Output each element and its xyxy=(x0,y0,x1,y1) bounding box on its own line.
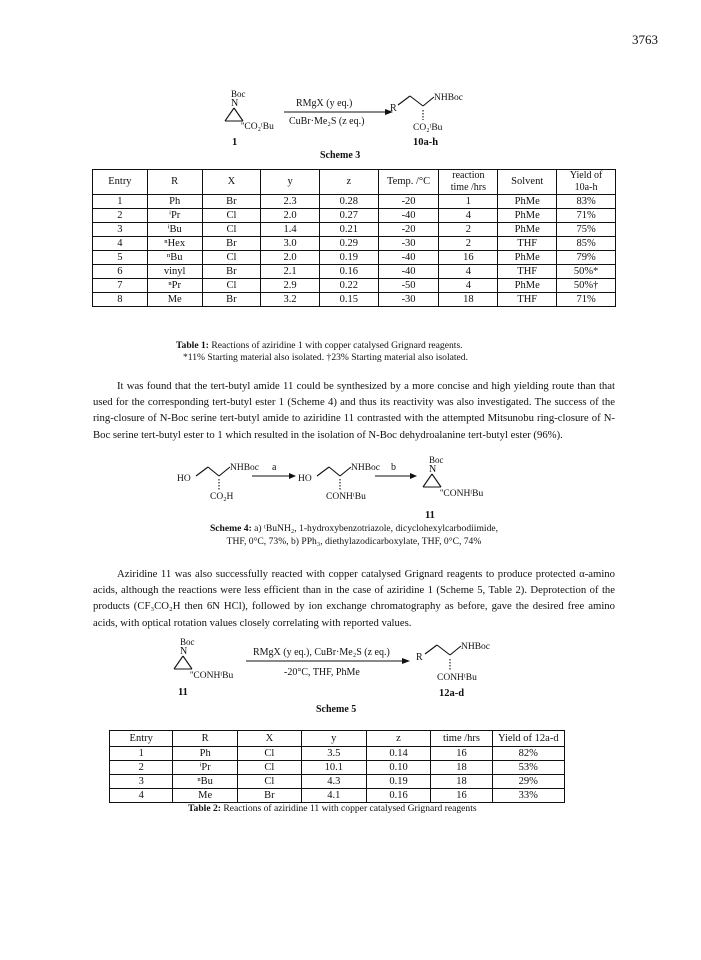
col-x: X xyxy=(202,170,261,195)
cell: -30 xyxy=(378,293,439,307)
cell: 2 xyxy=(439,237,498,251)
acid-label: CO₂H xyxy=(210,492,234,502)
amide-label: CONHᵗBu xyxy=(326,492,366,502)
cell: PhMe xyxy=(498,251,557,265)
cell: 50%* xyxy=(557,265,616,279)
cell: -20 xyxy=(378,195,439,209)
scheme-4-caption-label: Scheme 4: xyxy=(209,523,252,534)
cell: 0.29 xyxy=(319,237,378,251)
cell: 18 xyxy=(431,775,492,789)
cell: Br xyxy=(202,237,261,251)
col-r: R xyxy=(147,170,202,195)
cell: 85% xyxy=(557,237,616,251)
table-2-caption xyxy=(188,803,608,815)
col-entry: Entry xyxy=(110,731,173,747)
product-label: 12a-d xyxy=(439,688,465,699)
col-time: time /hrs xyxy=(431,731,492,747)
cell: ⁱBu xyxy=(147,223,202,237)
aziridine-ring xyxy=(174,656,192,669)
cell: 0.28 xyxy=(319,195,378,209)
table-2-caption-label: Table 2: xyxy=(188,803,221,814)
table-row xyxy=(110,775,565,789)
cell: Cl xyxy=(202,223,261,237)
cell: Ph xyxy=(173,747,237,761)
cell: 16 xyxy=(431,747,492,761)
table-header-row xyxy=(110,731,565,747)
cell: 18 xyxy=(439,293,498,307)
cell: THF xyxy=(498,237,557,251)
nhboc-label: NHBoc xyxy=(230,463,260,473)
r-group: R xyxy=(416,652,423,663)
cell: 71% xyxy=(557,209,616,223)
cell: 18 xyxy=(431,761,492,775)
cell: -40 xyxy=(378,209,439,223)
cell: -40 xyxy=(378,265,439,279)
cell: Cl xyxy=(202,279,261,293)
cell: 2.1 xyxy=(261,265,320,279)
scheme-4-caption-text1: a) ᵗBuNH₂, 1-hydroxybenzotriazole, dicyclohexylcarbodiimide, xyxy=(251,523,499,534)
amide-label: ''CONHᵗBu xyxy=(190,671,234,681)
cell: 4.3 xyxy=(301,775,366,789)
ho-label: HO xyxy=(177,474,191,484)
cell: -40 xyxy=(378,251,439,265)
product-amide: CONHᵗBu xyxy=(437,673,477,683)
cell: -30 xyxy=(378,237,439,251)
col-y: y xyxy=(261,170,320,195)
cell: 0.22 xyxy=(319,279,378,293)
cell: THF xyxy=(498,265,557,279)
cell: 2 xyxy=(93,209,148,223)
table-1-caption-label: Table 1: xyxy=(176,340,209,351)
page-number: 3763 xyxy=(632,32,658,47)
col-z: z xyxy=(319,170,378,195)
cell: 4 xyxy=(110,789,173,803)
cell: 79% xyxy=(557,251,616,265)
cell: 29% xyxy=(492,775,564,789)
cell: ⁿPr xyxy=(147,279,202,293)
col-time: reaction time /hrs xyxy=(439,170,498,195)
reagent-top: RMgX (y eq.) xyxy=(296,98,353,109)
cell: ⁱPr xyxy=(147,209,202,223)
cell: 10.1 xyxy=(301,761,366,775)
cell: 4 xyxy=(93,237,148,251)
cell: 0.16 xyxy=(319,265,378,279)
cell: 2.9 xyxy=(261,279,320,293)
boc-label: Boc xyxy=(429,455,444,465)
cell: Me xyxy=(173,789,237,803)
cell: 2.3 xyxy=(261,195,320,209)
reagent-bottom: CuBr·Me₂S (z eq.) xyxy=(289,116,365,127)
cell: 0.14 xyxy=(366,747,431,761)
compound-11-label: 11 xyxy=(178,687,188,698)
cell: 3 xyxy=(110,775,173,789)
cell: Br xyxy=(237,789,301,803)
cell: 3 xyxy=(93,223,148,237)
cell: 0.21 xyxy=(319,223,378,237)
table-1-footnote: *11% Starting material also isolated. †23% Starting material also isolated. xyxy=(183,352,468,363)
table-1-caption-text: Reactions of aziridine 1 with copper catalysed Grignard reagents. xyxy=(208,340,463,351)
cell: PhMe xyxy=(498,195,557,209)
arrow-head xyxy=(402,658,410,664)
cell: 33% xyxy=(492,789,564,803)
cell: 3.2 xyxy=(261,293,320,307)
reagent-top: RMgX (y eq.), CuBr·Me₂S (z eq.) xyxy=(253,647,390,658)
product-ester: CO₂ᵗBu xyxy=(413,123,443,133)
cell: 4 xyxy=(439,265,498,279)
scheme-caption: Scheme 3 xyxy=(320,150,361,160)
col-x: X xyxy=(237,731,301,747)
ester-label: ''CO₂ᵗBu xyxy=(241,122,274,132)
cell: 16 xyxy=(431,789,492,803)
cell: PhMe xyxy=(498,279,557,293)
n-atom: N xyxy=(180,646,188,657)
cell: 3.5 xyxy=(301,747,366,761)
cell: 4 xyxy=(439,279,498,293)
ho-label-2: HO xyxy=(298,474,312,484)
cell: ⁿBu xyxy=(173,775,237,789)
cell: 0.19 xyxy=(366,775,431,789)
col-z: z xyxy=(366,731,431,747)
cell: -20 xyxy=(378,223,439,237)
cell: 50%† xyxy=(557,279,616,293)
cell: 6 xyxy=(93,265,148,279)
cell: 0.16 xyxy=(366,789,431,803)
cell: 1.4 xyxy=(261,223,320,237)
cell: Me xyxy=(147,293,202,307)
cell: 0.19 xyxy=(319,251,378,265)
r-group: R xyxy=(390,103,397,114)
cell: THF xyxy=(498,293,557,307)
cell: 2 xyxy=(439,223,498,237)
cell: Br xyxy=(202,195,261,209)
cell: ⁿHex xyxy=(147,237,202,251)
col-yield: Yield of 12a-d xyxy=(492,731,564,747)
cell: 1 xyxy=(439,195,498,209)
cell: PhMe xyxy=(498,223,557,237)
n-atom: N xyxy=(231,98,239,109)
cell: 0.27 xyxy=(319,209,378,223)
reagent-bottom: -20°C, THF, PhMe xyxy=(284,667,360,678)
nhboc-label: NHBoc xyxy=(461,642,491,652)
cell: ⁱPr xyxy=(173,761,237,775)
paragraph-2-text: Aziridine 11 was also successfully reacted with copper catalysed Grignard reagents to produce protected α-amino acids, although the reactions were less efficient than in the case of aziridine 1 (Scheme 5, Table 2). Deprotection of the products (CF₃CO₂H then 6N HCl), followed by ion exchange chromatography as before, gave the desired free amino acids, with optical rotation values closely correlating with reported values. xyxy=(93,568,615,629)
scheme-caption: Scheme 5 xyxy=(316,704,357,715)
cell: 0.10 xyxy=(366,761,431,775)
col-r: R xyxy=(173,731,237,747)
cell: Cl xyxy=(237,747,301,761)
cell: 1 xyxy=(93,195,148,209)
step-b-label: b xyxy=(391,462,396,473)
cell: ⁿBu xyxy=(147,251,202,265)
col-yield: Yield of 10a-h xyxy=(557,170,616,195)
cell: 2.0 xyxy=(261,251,320,265)
boc-label: Boc xyxy=(180,637,195,647)
table-2-caption-text: Reactions of aziridine 11 with copper catalysed Grignard reagents xyxy=(220,803,477,814)
cell: Br xyxy=(202,293,261,307)
cell: 4 xyxy=(439,209,498,223)
compound-label: 1 xyxy=(232,137,238,148)
cell: 82% xyxy=(492,747,564,761)
table-2 xyxy=(109,730,565,803)
table-row xyxy=(110,789,565,803)
cell: PhMe xyxy=(498,209,557,223)
cell: 16 xyxy=(439,251,498,265)
step-a-label: a xyxy=(272,462,277,473)
nhboc-label-2: NHBoc xyxy=(351,463,381,473)
amide-label-2: ''CONHᵗBu xyxy=(440,489,484,499)
compound-11-label: 11 xyxy=(425,510,435,521)
cell: 5 xyxy=(93,251,148,265)
cell: Cl xyxy=(237,761,301,775)
cell: 1 xyxy=(110,747,173,761)
col-solvent: Solvent xyxy=(498,170,557,195)
cell: 75% xyxy=(557,223,616,237)
cell: Cl xyxy=(202,209,261,223)
col-y: y xyxy=(301,731,366,747)
cell: vinyl xyxy=(147,265,202,279)
cell: 0.15 xyxy=(319,293,378,307)
cell: 53% xyxy=(492,761,564,775)
cell: -50 xyxy=(378,279,439,293)
col-temp: Temp. /°C xyxy=(378,170,439,195)
product-label: 10a-h xyxy=(413,137,439,148)
nhboc-label: NHBoc xyxy=(434,93,464,103)
cell: 3.0 xyxy=(261,237,320,251)
cell: 7 xyxy=(93,279,148,293)
cell: 71% xyxy=(557,293,616,307)
cell: 2.0 xyxy=(261,209,320,223)
boc-label: Boc xyxy=(231,89,246,99)
table-row xyxy=(110,761,565,775)
cell: 83% xyxy=(557,195,616,209)
col-entry: Entry xyxy=(93,170,148,195)
cell: 2 xyxy=(110,761,173,775)
product-skeleton xyxy=(425,645,461,670)
cell: 4.1 xyxy=(301,789,366,803)
cell: Br xyxy=(202,265,261,279)
cell: 8 xyxy=(93,293,148,307)
cell: Ph xyxy=(147,195,202,209)
scheme-4-caption-line2: THF, 0°C, 73%, b) PPh₃, diethylazodicarboxylate, THF, 0°C, 74% xyxy=(226,535,482,547)
cell: Cl xyxy=(202,251,261,265)
table-row xyxy=(110,747,565,761)
n-atom: N xyxy=(429,464,437,475)
paragraph-1-text: It was found that the tert-butyl amide 11 could be synthesized by a more concise and high yielding route than that used for the corresponding tert-butyl ester 1 (Scheme 4) and thus its reactivity was also investigated. The success of the ring-closure of N-Boc serine tert-butyl amide to aziridine 11 contrasted with the attempted Mitsunobu ring-closure of N-Boc serine tert-butyl ester to 1 which resulted in the isolation of N-Boc dehydroalanine tert-butyl ester (96%). xyxy=(93,380,615,441)
cell: Cl xyxy=(237,775,301,789)
